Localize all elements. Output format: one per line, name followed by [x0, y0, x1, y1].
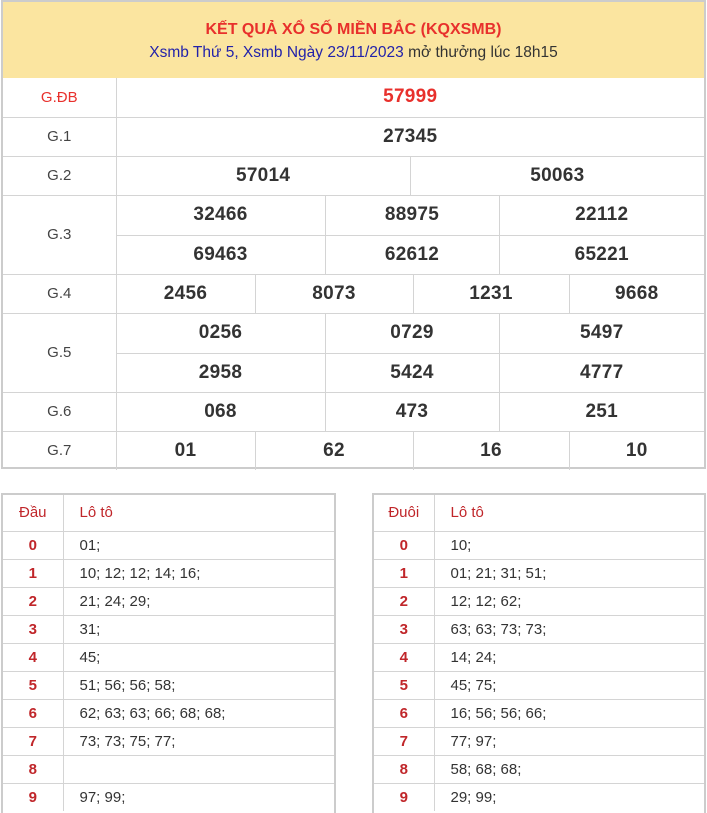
prize-number: 5497: [499, 314, 705, 353]
prize-number: 88975: [325, 196, 499, 235]
loto-values: 97; 99;: [79, 788, 126, 806]
loto-row: [3, 671, 334, 699]
prize-number: 0729: [325, 314, 499, 353]
prize-number: 4777: [499, 354, 705, 392]
prize-row-g1: [3, 117, 704, 156]
loto-row: [374, 783, 704, 811]
prize-number: 068: [204, 400, 237, 422]
prize-number: 57999: [116, 78, 704, 117]
draw-date-link[interactable]: Xsmb Thứ 5, Xsmb Ngày 23/11/2023: [149, 44, 404, 61]
loto-values: 12; 12; 62;: [434, 587, 704, 615]
loto-row: [374, 559, 704, 587]
loto-key: 4: [3, 643, 63, 671]
loto-col-value: Lô tô: [63, 495, 334, 531]
prize-number: 1231: [413, 275, 569, 313]
loto-row: [3, 783, 334, 811]
prize-label: G.5: [3, 313, 116, 392]
results-subtitle: [3, 43, 704, 63]
loto-row: [3, 643, 334, 671]
prize-number: 01: [174, 439, 197, 461]
prize-label: G.2: [3, 156, 116, 195]
loto-row: [3, 615, 334, 643]
prize-label: G.6: [3, 392, 116, 431]
prize-number: 9668: [569, 275, 705, 313]
prize-number: 50063: [410, 157, 704, 195]
loto-row: [374, 755, 704, 783]
loto-values: 77; 97;: [434, 727, 704, 755]
loto-header-row: [374, 495, 704, 531]
results-header: [3, 2, 704, 78]
loto-row: [3, 531, 334, 559]
loto-values: 16; 56; 56; 66;: [434, 699, 704, 727]
loto-key: 5: [374, 671, 434, 699]
loto-values: 31;: [63, 615, 334, 643]
prize-label: G.4: [3, 274, 116, 313]
prize-number: 2456: [163, 282, 208, 304]
loto-key: 9: [374, 783, 434, 811]
prize-number: 10: [569, 432, 705, 471]
loto-key: 6: [3, 699, 63, 727]
prize-number: 69463: [193, 243, 248, 265]
loto-key: 6: [374, 699, 434, 727]
loto-values: 01;: [63, 531, 334, 559]
prize-cell-group: [116, 392, 704, 431]
loto-values: 14; 24;: [434, 643, 704, 671]
loto-row: [374, 727, 704, 755]
loto-values: 29; 99;: [450, 788, 497, 806]
loto-head-table: [1, 493, 336, 813]
loto-key: 0: [3, 531, 63, 559]
prize-number: 251: [499, 393, 705, 431]
loto-values: 01; 21; 31; 51;: [434, 559, 704, 587]
prize-label: G.ĐB: [3, 78, 116, 117]
loto-values: 73; 73; 75; 77;: [63, 727, 334, 755]
prize-table: [3, 78, 704, 470]
prize-cell-group: [116, 274, 704, 313]
loto-key: 7: [3, 727, 63, 755]
loto-key: 7: [374, 727, 434, 755]
loto-values: [63, 755, 334, 783]
prize-row-g2: [3, 156, 704, 195]
loto-key: 5: [3, 671, 63, 699]
prize-number: 57014: [235, 164, 291, 186]
prize-cell-group: [116, 313, 704, 392]
results-title: KẾT QUẢ XỔ SỐ MIỀN BẮC (KQXSMB): [205, 21, 502, 38]
draw-time: mở thưởng lúc 18h15: [403, 44, 558, 61]
loto-key: 0: [374, 531, 434, 559]
loto-col-key: Đuôi: [374, 495, 434, 531]
prize-row-g5: [3, 313, 704, 392]
prize-cell-group: [116, 156, 704, 195]
prize-number: 8073: [255, 275, 413, 313]
loto-row: [374, 699, 704, 727]
prize-number: 27345: [116, 117, 704, 156]
loto-row: [374, 587, 704, 615]
loto-row: [3, 727, 334, 755]
loto-row: [374, 643, 704, 671]
loto-key: 2: [3, 587, 63, 615]
prize-row-g6: [3, 392, 704, 431]
loto-key: 3: [3, 615, 63, 643]
loto-row: [3, 755, 334, 783]
loto-values: 10; 12; 12; 14; 16;: [63, 559, 334, 587]
prize-cell-group: [116, 195, 704, 274]
loto-col-value: Lô tô: [434, 495, 704, 531]
loto-values: 21; 24; 29;: [63, 587, 334, 615]
loto-key: 1: [374, 559, 434, 587]
prize-number: 62: [255, 432, 413, 471]
loto-values: 63; 63; 73; 73;: [434, 615, 704, 643]
prize-row-g7: [3, 431, 704, 470]
loto-values: 45;: [63, 643, 334, 671]
loto-key: 2: [374, 587, 434, 615]
prize-label: G.3: [3, 195, 116, 274]
loto-header-row: [3, 495, 334, 531]
prize-label: G.1: [3, 117, 116, 156]
loto-values: 62; 63; 63; 66; 68; 68;: [63, 699, 334, 727]
prize-row-gdb: [3, 78, 704, 117]
loto-values: 58; 68; 68;: [434, 755, 704, 783]
loto-row: [374, 671, 704, 699]
loto-tail-table: [372, 493, 706, 813]
loto-values: 10;: [434, 531, 704, 559]
results-panel: [1, 0, 706, 469]
loto-key: 4: [374, 643, 434, 671]
loto-key: 8: [3, 755, 63, 783]
loto-values: 51; 56; 56; 58;: [63, 671, 334, 699]
loto-row: [3, 559, 334, 587]
prize-row-g3: [3, 195, 704, 274]
prize-number: 16: [413, 432, 569, 471]
loto-key: 9: [3, 783, 63, 811]
prize-number: 32466: [193, 204, 248, 225]
prize-number: 0256: [198, 322, 243, 343]
loto-key: 1: [3, 559, 63, 587]
prize-row-g4: [3, 274, 704, 313]
prize-cell-group: [116, 431, 704, 470]
prize-number: 22112: [499, 196, 705, 235]
loto-row: [3, 587, 334, 615]
prize-number: 2958: [198, 361, 243, 383]
loto-row: [3, 699, 334, 727]
loto-row: [374, 531, 704, 559]
prize-number: 5424: [325, 354, 499, 392]
loto-key: 8: [374, 755, 434, 783]
loto-row: [374, 615, 704, 643]
prize-number: 65221: [499, 236, 705, 274]
prize-number: 473: [325, 393, 499, 431]
loto-col-key: Đầu: [3, 495, 63, 531]
prize-number: 62612: [325, 236, 499, 274]
loto-key: 3: [374, 615, 434, 643]
prize-label: G.7: [3, 431, 116, 470]
loto-values: 45; 75;: [434, 671, 704, 699]
